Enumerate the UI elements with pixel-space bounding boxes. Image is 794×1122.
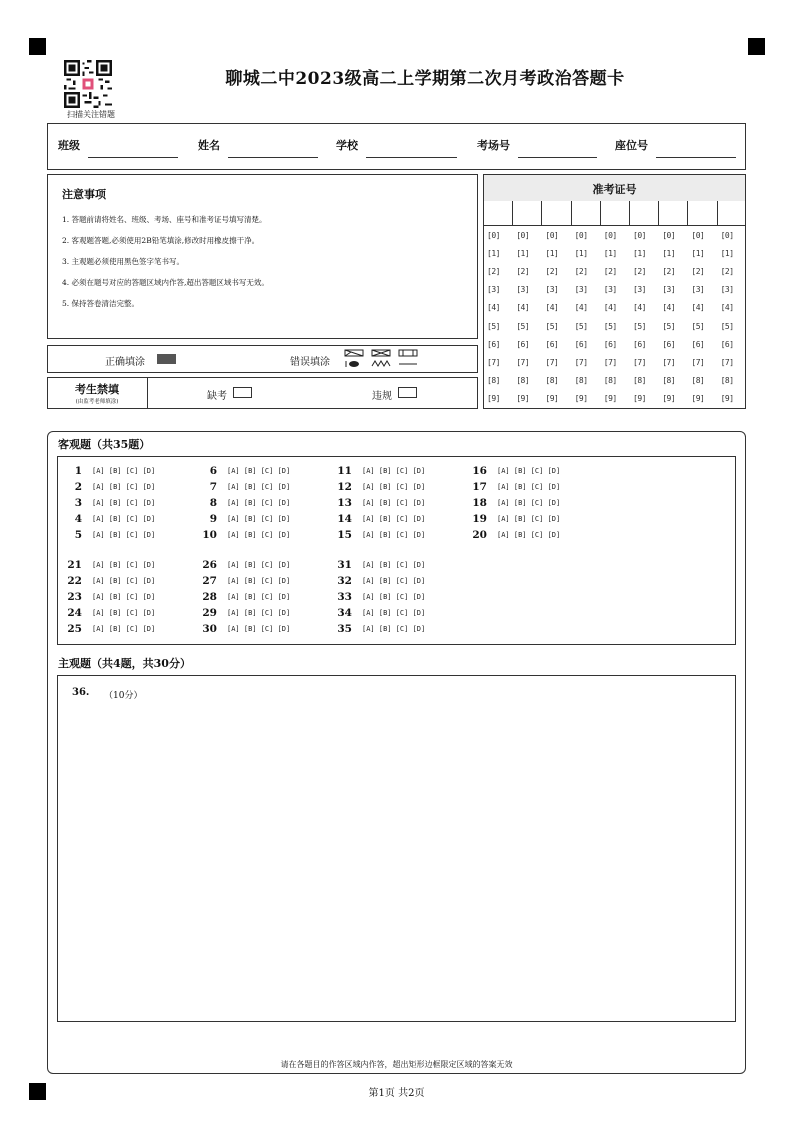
- exam-digit-bubble[interactable]: [9]: [603, 393, 617, 403]
- question-number: 31: [337, 559, 352, 571]
- question-number: 11: [337, 465, 352, 477]
- exam-digit-bubble[interactable]: [9]: [545, 393, 559, 403]
- exam-number-write-cell[interactable]: [688, 202, 715, 224]
- objective-title: 客观题（共35题）: [58, 438, 151, 451]
- answer-options[interactable]: [A] [B] [C] [D]: [92, 499, 156, 507]
- exam-digit-bubble[interactable]: [6]: [487, 339, 500, 349]
- exam-digit-bubble[interactable]: [0]: [487, 231, 500, 240]
- exam-digit-bubble[interactable]: [3]: [516, 285, 530, 295]
- exam-number-write-cell[interactable]: [718, 202, 745, 224]
- question-number: 35: [337, 623, 352, 635]
- exam-digit-bubble[interactable]: [5]: [487, 321, 500, 331]
- exam-digit-bubble[interactable]: [1]: [487, 249, 500, 259]
- answer-options[interactable]: [A] [B] [C] [D]: [362, 531, 426, 539]
- q36-score: （10分）: [104, 691, 143, 701]
- answer-options[interactable]: [A] [B] [C] [D]: [92, 561, 156, 569]
- footer-note: 请在各题目的作答区域内作答，超出矩形边框限定区域的答案无效: [280, 1060, 513, 1069]
- exam-digit-bubble[interactable]: [0]: [574, 231, 588, 240]
- question-number: 25: [67, 623, 82, 635]
- exam-digit-bubble[interactable]: [9]: [720, 393, 734, 403]
- answer-options[interactable]: [A] [B] [C] [D]: [227, 577, 291, 585]
- question-number: 6: [209, 465, 217, 477]
- answer-options[interactable]: [A] [B] [C] [D]: [227, 609, 291, 617]
- exam-digit-bubble[interactable]: [8]: [545, 375, 559, 385]
- question-number: 5: [74, 529, 82, 541]
- absent-label: 缺考: [207, 391, 227, 402]
- exam-digit-bubble[interactable]: [1]: [633, 249, 646, 259]
- exam-digit-bubble[interactable]: [5]: [603, 321, 617, 331]
- question-number: 18: [472, 497, 487, 509]
- exam-digit-bubble[interactable]: [8]: [574, 375, 588, 385]
- exam-digit-bubble[interactable]: [6]: [633, 339, 646, 349]
- question-number: 12: [337, 481, 352, 493]
- answer-options[interactable]: [A] [B] [C] [D]: [362, 593, 426, 601]
- absent-checkbox[interactable]: [233, 387, 252, 398]
- q36-number: 36.: [72, 687, 90, 698]
- question-number: 7: [209, 481, 217, 493]
- question-number: 24: [67, 607, 82, 619]
- exam-digit-bubble[interactable]: [5]: [662, 321, 676, 331]
- answer-options[interactable]: [A] [B] [C] [D]: [362, 499, 426, 507]
- exam-digit-bubble[interactable]: [7]: [662, 357, 676, 367]
- question-number: 16: [472, 465, 487, 477]
- school-field[interactable]: [366, 157, 457, 158]
- correct-fill-mark: [157, 354, 176, 364]
- answer-options[interactable]: [A] [B] [C] [D]: [92, 625, 156, 633]
- exam-digit-bubble[interactable]: [6]: [516, 339, 530, 349]
- question-number: 28: [202, 591, 217, 603]
- question-number: 17: [472, 481, 487, 493]
- exam-digit-bubble[interactable]: [0]: [720, 231, 734, 240]
- exam-digit-bubble[interactable]: [0]: [545, 231, 559, 240]
- q36-answer-box[interactable]: [57, 675, 736, 1022]
- seat-label: 座位号: [615, 139, 648, 152]
- exam-digit-bubble[interactable]: [2]: [603, 267, 617, 277]
- answer-options[interactable]: [A] [B] [C] [D]: [227, 499, 291, 507]
- answer-options[interactable]: [A] [B] [C] [D]: [92, 515, 156, 523]
- exam-number-write-cell[interactable]: [601, 202, 628, 224]
- exam-digit-bubble[interactable]: [2]: [487, 267, 500, 277]
- answer-options[interactable]: [A] [B] [C] [D]: [92, 467, 156, 475]
- question-number: 23: [67, 591, 82, 603]
- forbid-title: 考生禁填: [75, 383, 119, 396]
- exam-digit-bubble[interactable]: [7]: [691, 357, 705, 367]
- exam-digit-bubble[interactable]: [7]: [487, 357, 500, 367]
- exam-digit-bubble[interactable]: [8]: [691, 375, 705, 385]
- question-number: 20: [472, 529, 487, 541]
- answer-options[interactable]: [A] [B] [C] [D]: [497, 499, 561, 507]
- exam-digit-bubble[interactable]: [4]: [720, 303, 734, 313]
- notice-item: 2. 客观题答题,必须使用2B铅笔填涂,修改时用橡皮擦干净。: [62, 236, 260, 245]
- question-number: 3: [74, 497, 82, 509]
- room-label: 考场号: [477, 139, 510, 152]
- page-number: 第1页 共2页: [368, 1088, 425, 1099]
- answer-options[interactable]: [A] [B] [C] [D]: [362, 609, 426, 617]
- exam-digit-bubble[interactable]: [0]: [603, 231, 617, 240]
- exam-digit-bubble[interactable]: [2]: [516, 267, 530, 277]
- exam-digit-bubble[interactable]: [1]: [662, 249, 676, 259]
- corner-marker-bottom-left: [29, 1083, 46, 1100]
- exam-digit-bubble[interactable]: [2]: [545, 267, 559, 277]
- exam-digit-bubble[interactable]: [6]: [574, 339, 588, 349]
- answer-options[interactable]: [A] [B] [C] [D]: [227, 515, 291, 523]
- exam-digit-bubble[interactable]: [7]: [574, 357, 588, 367]
- qr-code: [64, 60, 112, 108]
- answer-options[interactable]: [A] [B] [C] [D]: [497, 515, 561, 523]
- seat-field[interactable]: [656, 157, 736, 158]
- question-number: 14: [337, 513, 352, 525]
- exam-digit-bubble[interactable]: [0]: [691, 231, 705, 240]
- exam-digit-bubble[interactable]: [4]: [691, 303, 705, 313]
- wrong-fill-marks: [343, 348, 421, 370]
- room-field[interactable]: [518, 157, 597, 158]
- answer-options[interactable]: [A] [B] [C] [D]: [92, 593, 156, 601]
- class-field[interactable]: [88, 157, 178, 158]
- name-label: 姓名: [198, 139, 220, 152]
- correct-fill-label: 正确填涂: [105, 357, 145, 368]
- question-number: 29: [202, 607, 217, 619]
- exam-digit-bubble[interactable]: [0]: [516, 231, 530, 240]
- notice-item: 5. 保持答卷清洁完整。: [62, 299, 140, 308]
- exam-digit-bubble[interactable]: [3]: [662, 285, 676, 295]
- answer-options[interactable]: [A] [B] [C] [D]: [227, 561, 291, 569]
- question-number: 34: [337, 607, 352, 619]
- wrong-fill-label: 错误填涂: [290, 357, 330, 368]
- exam-digit-bubble[interactable]: [3]: [574, 285, 588, 295]
- subjective-title: 主观题（共4题，共30分）: [58, 657, 191, 670]
- question-number: 30: [202, 623, 217, 635]
- name-field[interactable]: [228, 157, 318, 158]
- answer-options[interactable]: [A] [B] [C] [D]: [92, 483, 156, 491]
- question-number: 19: [472, 513, 487, 525]
- exam-digit-bubble[interactable]: [2]: [720, 267, 734, 277]
- class-label: 班级: [58, 139, 80, 152]
- question-number: 8: [209, 497, 217, 509]
- exam-digit-bubble[interactable]: [9]: [516, 393, 530, 403]
- exam-number-write-cell[interactable]: [542, 202, 569, 224]
- exam-digit-bubble[interactable]: [9]: [633, 393, 646, 403]
- exam-digit-bubble[interactable]: [8]: [487, 375, 500, 385]
- answer-options[interactable]: [A] [B] [C] [D]: [362, 561, 426, 569]
- question-number: 27: [202, 575, 217, 587]
- exam-digit-bubble[interactable]: [6]: [691, 339, 705, 349]
- answer-options[interactable]: [A] [B] [C] [D]: [497, 483, 561, 491]
- answer-options[interactable]: [A] [B] [C] [D]: [92, 577, 156, 585]
- exam-digit-bubble[interactable]: [0]: [633, 231, 646, 240]
- exam-digit-bubble[interactable]: [8]: [603, 375, 617, 385]
- exam-digit-bubble[interactable]: [1]: [574, 249, 588, 259]
- exam-digit-bubble[interactable]: [8]: [662, 375, 676, 385]
- exam-digit-bubble[interactable]: [4]: [662, 303, 676, 313]
- exam-digit-bubble[interactable]: [1]: [720, 249, 734, 259]
- exam-digit-bubble[interactable]: [5]: [574, 321, 588, 331]
- exam-number-title: 准考证号: [592, 183, 637, 196]
- violation-checkbox[interactable]: [398, 387, 417, 398]
- answer-options[interactable]: [A] [B] [C] [D]: [497, 467, 561, 475]
- page-title: 聊城二中2023级高二上学期第二次月考政治答题卡: [225, 69, 625, 89]
- answer-options[interactable]: [A] [B] [C] [D]: [227, 593, 291, 601]
- exam-digit-bubble[interactable]: [6]: [603, 339, 617, 349]
- exam-digit-bubble[interactable]: [4]: [633, 303, 646, 313]
- answer-options[interactable]: [A] [B] [C] [D]: [227, 483, 291, 491]
- exam-digit-bubble[interactable]: [3]: [720, 285, 734, 295]
- question-number: 22: [67, 575, 82, 587]
- exam-digit-bubble[interactable]: [5]: [720, 321, 734, 331]
- exam-digit-bubble[interactable]: [4]: [574, 303, 588, 313]
- school-label: 学校: [336, 139, 358, 152]
- forbid-divider: [147, 377, 148, 409]
- question-number: 21: [67, 559, 82, 571]
- question-number: 26: [202, 559, 217, 571]
- question-number: 10: [202, 529, 217, 541]
- exam-digit-bubble[interactable]: [5]: [633, 321, 646, 331]
- answer-options[interactable]: [A] [B] [C] [D]: [497, 531, 561, 539]
- exam-digit-bubble[interactable]: [8]: [720, 375, 734, 385]
- exam-number-write-cell[interactable]: [572, 202, 599, 224]
- answer-options[interactable]: [A] [B] [C] [D]: [362, 577, 426, 585]
- exam-digit-bubble[interactable]: [4]: [603, 303, 617, 313]
- answer-options[interactable]: [A] [B] [C] [D]: [92, 609, 156, 617]
- exam-number-write-cell[interactable]: [513, 202, 540, 224]
- exam-digit-bubble[interactable]: [5]: [516, 321, 530, 331]
- exam-digit-bubble[interactable]: [4]: [487, 303, 500, 313]
- exam-digit-bubble[interactable]: [2]: [633, 267, 646, 277]
- question-number: 2: [74, 481, 82, 493]
- notice-title: 注意事项: [62, 188, 106, 201]
- exam-digit-bubble[interactable]: [1]: [691, 249, 705, 259]
- exam-digit-bubble[interactable]: [3]: [633, 285, 646, 295]
- notice-item: 1. 答题前请将姓名、班级、考场、座号和准考证号填写清楚。: [62, 215, 267, 224]
- exam-digit-bubble[interactable]: [7]: [516, 357, 530, 367]
- question-number: 9: [209, 513, 217, 525]
- exam-digit-bubble[interactable]: [3]: [603, 285, 617, 295]
- notice-item: 4. 必须在题号对应的答题区域内作答,超出答题区域书写无效。: [62, 278, 269, 287]
- exam-digit-bubble[interactable]: [7]: [603, 357, 617, 367]
- exam-number-write-cell[interactable]: [484, 202, 511, 224]
- question-number: 1: [74, 465, 82, 477]
- exam-digit-bubble[interactable]: [1]: [545, 249, 559, 259]
- answer-options[interactable]: [A] [B] [C] [D]: [227, 467, 291, 475]
- exam-digit-bubble[interactable]: [8]: [633, 375, 646, 385]
- answer-options[interactable]: [A] [B] [C] [D]: [362, 515, 426, 523]
- exam-digit-bubble[interactable]: [5]: [545, 321, 559, 331]
- answer-options[interactable]: [A] [B] [C] [D]: [227, 531, 291, 539]
- exam-digit-bubble[interactable]: [7]: [720, 357, 734, 367]
- exam-digit-bubble[interactable]: [3]: [487, 285, 500, 295]
- exam-number-write-cell[interactable]: [659, 202, 686, 224]
- exam-digit-bubble[interactable]: [4]: [545, 303, 559, 313]
- answer-options[interactable]: [A] [B] [C] [D]: [362, 483, 426, 491]
- exam-digit-bubble[interactable]: [0]: [662, 231, 676, 240]
- exam-digit-bubble[interactable]: [4]: [516, 303, 530, 313]
- exam-digit-bubble[interactable]: [9]: [487, 393, 500, 403]
- question-number: 4: [74, 513, 82, 525]
- question-number: 13: [337, 497, 352, 509]
- exam-digit-bubble[interactable]: [6]: [720, 339, 734, 349]
- question-number: 15: [337, 529, 352, 541]
- question-number: 32: [337, 575, 352, 587]
- exam-digit-bubble[interactable]: [2]: [574, 267, 588, 277]
- answer-options[interactable]: [A] [B] [C] [D]: [227, 625, 291, 633]
- exam-digit-bubble[interactable]: [9]: [691, 393, 705, 403]
- corner-marker-top-right: [748, 38, 765, 55]
- forbid-subtitle: (由监考老师填涂): [75, 399, 119, 405]
- exam-digit-bubble[interactable]: [5]: [691, 321, 705, 331]
- exam-digit-bubble[interactable]: [7]: [545, 357, 559, 367]
- exam-number-write-cell[interactable]: [630, 202, 657, 224]
- violation-label: 违规: [372, 391, 392, 402]
- exam-digit-bubble[interactable]: [6]: [545, 339, 559, 349]
- question-number: 33: [337, 591, 352, 603]
- exam-number-cell-divider: [483, 225, 746, 226]
- exam-digit-bubble[interactable]: [9]: [574, 393, 588, 403]
- exam-digit-bubble[interactable]: [3]: [691, 285, 705, 295]
- exam-digit-bubble[interactable]: [7]: [633, 357, 646, 367]
- notice-item: 3. 主观题必须使用黑色签字笔书写。: [62, 257, 185, 266]
- qr-caption: 扫描关注错题: [67, 110, 115, 119]
- answer-options[interactable]: [A] [B] [C] [D]: [362, 467, 426, 475]
- exam-digit-bubble[interactable]: [8]: [516, 375, 530, 385]
- corner-marker-top-left: [29, 38, 46, 55]
- exam-digit-bubble[interactable]: [6]: [662, 339, 676, 349]
- exam-digit-bubble[interactable]: [1]: [516, 249, 530, 259]
- exam-digit-bubble[interactable]: [3]: [545, 285, 559, 295]
- answer-options[interactable]: [A] [B] [C] [D]: [92, 531, 156, 539]
- exam-digit-bubble[interactable]: [2]: [691, 267, 705, 277]
- exam-digit-bubble[interactable]: [9]: [662, 393, 676, 403]
- exam-digit-bubble[interactable]: [1]: [603, 249, 617, 259]
- exam-digit-bubble[interactable]: [2]: [662, 267, 676, 277]
- answer-options[interactable]: [A] [B] [C] [D]: [362, 625, 426, 633]
